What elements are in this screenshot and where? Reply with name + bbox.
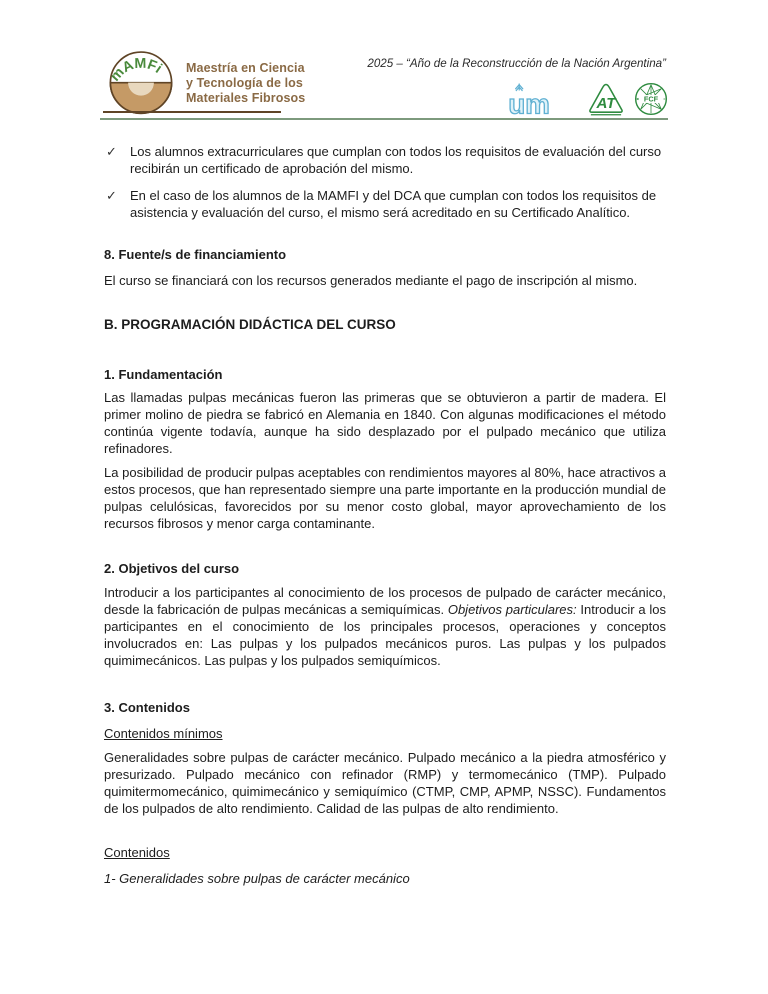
brand-underline-rule: [103, 111, 281, 113]
year-motto: 2025 – “Año de la Reconstrucción de la Nación Argentina”: [367, 57, 666, 70]
header-divider-rule: [100, 118, 668, 120]
mamfi-logo-icon: [107, 48, 175, 116]
page-header: [100, 0, 668, 122]
paragraph-fundamentacion-1: Las llamadas pulpas mecánicas fueron las primeras que se obtuvieron a partir de madera. El primer molino de piedra se fabricó en Alemania en 1840. Con algunas modificaciones el método continúa vigente todavía, aunque ha sido desplazado por el pulpado mecánico que utiliza refinadores.: [104, 390, 666, 456]
checkmark-icon: ✓: [106, 144, 117, 159]
heading-contenidos: 3. Contenidos: [104, 700, 190, 715]
objetivos-text-italic: Objetivos particulares:: [447, 602, 577, 617]
objetivos-text-part1: Introducir a los participantes al conocimiento de los procesos de pulpado de carácter mecánico, desde la fabricación de pulpas mecánicas a semiquímicas.: [104, 585, 666, 617]
subheading-contenidos-minimos: Contenidos mínimos: [104, 726, 223, 741]
um-logo-text: um: [508, 88, 550, 116]
ati-logo-text: AT: [596, 94, 616, 112]
subheading-contenidos: Contenidos: [104, 845, 170, 860]
checklist-item-text: En el caso de los alumnos de la MAMFI y del DCA que cumplan con todos los requisitos de asistencia y evaluación del curso, el mismo será acreditado en su Certificado Analítico.: [130, 188, 657, 220]
ati-triangle-logo-icon: [587, 82, 625, 116]
heading-programacion-didactica: B. PROGRAMACIÓN DIDÁCTICA DEL CURSO: [104, 317, 396, 332]
brand-title-line2: y Tecnología de los: [186, 76, 303, 90]
checklist-item-text: Los alumnos extracurriculares que cumplan con todos los requisitos de evaluación del curso recibirán un certificado de aprobación del mismo.: [130, 144, 662, 176]
fcf-logo-text: FCF: [643, 94, 659, 104]
heading-objetivos: 2. Objetivos del curso: [104, 561, 240, 576]
paragraph-contenidos-minimos: Generalidades sobre pulpas de carácter mecánico. Pulpado mecánico a la piedra atmosférico y presurizado. Pulpado mecánico con refinador (RMP) y termomecánico (TMP). Pulpado quimitermomecánico, quimimecánico y semiquímico (CTMP, CMP, APMP, NSSC). Fundamentos de los pulpados de alto rendimiento. Calidad de las pulpas de alto rendimiento.: [104, 750, 666, 816]
heading-fundamentacion: 1. Fundamentación: [104, 367, 223, 382]
checkmark-icon: ✓: [106, 188, 117, 203]
objetivos-text-part2: Introducir a los participantes en el conocimiento de los principales procesos, operaciones y conceptos involucrados en: Las pulpas y los pulpados mecánicos puros. Las pulpas y los pulpados quimimecánicos. Las pulpas y los pulpados semiquímicos.: [104, 602, 666, 668]
paragraph-objetivos: [104, 584, 666, 669]
contenidos-item-1: 1- Generalidades sobre pulpas de carácter mecánico: [104, 871, 410, 886]
checklist-item: [104, 143, 666, 177]
partner-logos: [506, 82, 668, 116]
paragraph-fundamentacion-2: La posibilidad de producir pulpas aceptables con rendimientos mayores al 80%, hace atractivos a estos procesos, que han representado siempre una parte importante en la producción mundial de pulpas celulósicas, favorecidos por su menor costo global, mayor aprovechamiento de los recursos fibrosos y menor carga contaminante.: [104, 465, 666, 531]
brand-title-line1: Maestría en Ciencia: [186, 61, 305, 75]
brand-title-line3: Materiales Fibrosos: [186, 91, 306, 105]
mamfi-arc-text: mAMFi: [107, 55, 165, 85]
document-body: [104, 143, 666, 887]
checklist-item: [104, 187, 666, 221]
heading-financiamiento: 8. Fuente/s de financiamiento: [104, 247, 287, 262]
unam-um-logo-icon: [506, 82, 578, 116]
fcf-logo-icon: [634, 82, 668, 116]
paragraph-financiamiento: El curso se financiará con los recursos generados mediante el pago de inscripción al mismo.: [104, 273, 638, 288]
requirements-checklist: [104, 143, 666, 221]
brand-title: [186, 61, 305, 106]
